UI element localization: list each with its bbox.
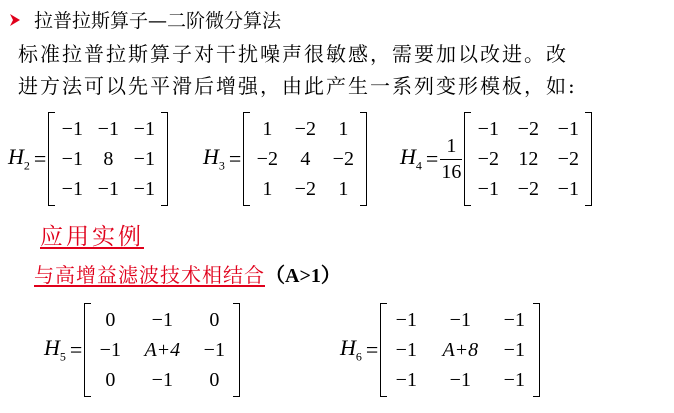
heading-line [8,6,281,33]
matrix-bracket [84,303,240,397]
equals-sign: = [365,337,379,362]
matrix-grid: −1 −1 −1 −1 A+8 −1 −1 −1 −1 [395,309,525,391]
matrix-h4 [400,112,592,206]
equals-sign: = [33,146,47,171]
matrix-h3 [203,112,367,206]
subtitle-condition: （A>1） [265,265,341,287]
matrix-bracket [380,303,540,397]
matrix-h2 [8,112,168,206]
equals-sign: = [228,146,242,171]
matrix-bracket [48,112,168,206]
matrix-label: $H_6$ [340,335,362,364]
equals-sign: = [425,146,439,171]
paragraph-line-2: 进方法可以先平滑后增强，由此产生一系列变形模板，如: [18,74,577,98]
subtitle-text: 与高增益滤波技术相结合 [34,263,265,287]
heading-text: 拉普拉斯算子—二阶微分算法 [34,10,282,32]
matrix-label: $H_3$ [203,144,225,173]
matrix-label: $H_5$ [44,335,66,364]
subtitle-line [34,259,341,288]
equals-sign: = [69,337,83,362]
matrix-label: $H_4$ [400,144,422,173]
matrix-bracket [243,112,367,206]
matrix-grid: −1 −2 −1 −2 12 −2 −1 −2 −1 [477,118,579,200]
paragraph-line-1: 标准拉普拉斯算子对干扰噪声很敏感，需要加以改进。改 [18,42,568,66]
section-title: 应用实例 [40,224,144,250]
matrix-bracket [464,112,592,206]
matrix-h6 [340,303,540,397]
matrix-h5 [44,303,240,397]
scale-fraction: $\frac{1}{16}$ [441,134,462,183]
arrow-bullet-icon [8,12,22,28]
matrix-label: $H_2$ [8,144,30,173]
matrix-grid: −1 −1 −1 −1 8 −1 −1 −1 −1 [61,118,155,200]
matrix-grid: 0 −1 0 −1 A+4 −1 0 −1 0 [99,309,225,391]
matrix-grid: 1 −2 1 −2 4 −2 1 −2 1 [256,118,354,200]
